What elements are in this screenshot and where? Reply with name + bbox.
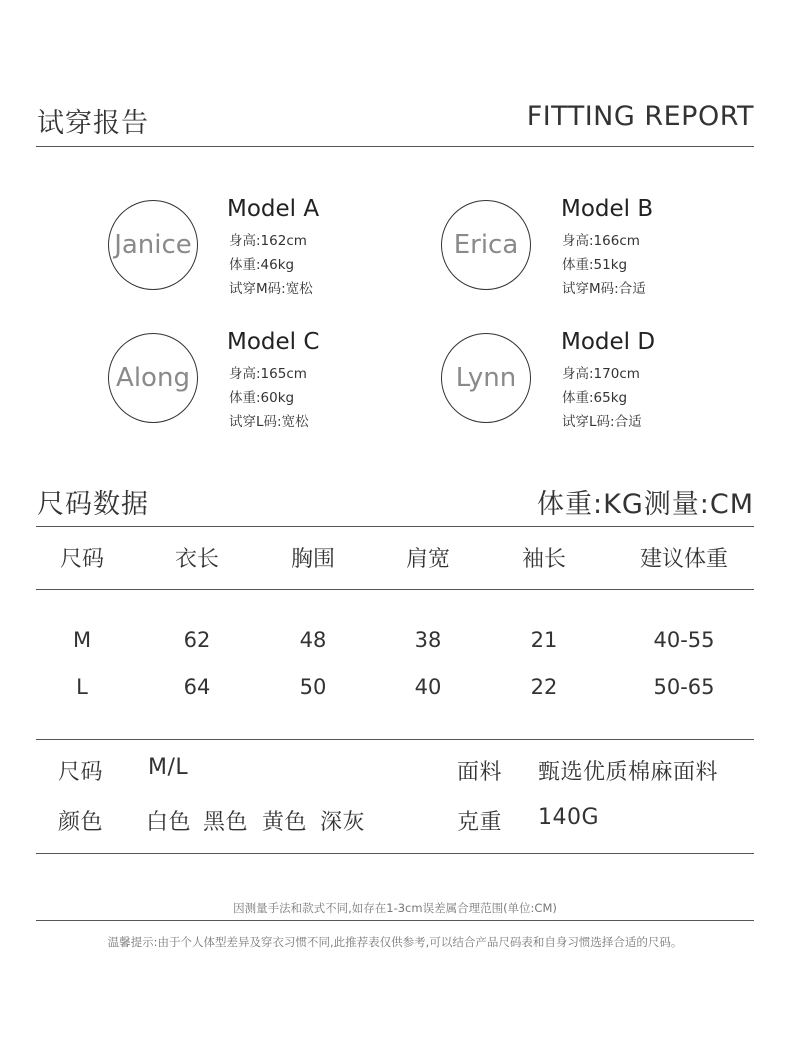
color-label: 颜色: [58, 810, 104, 835]
model-d-nickname: Lynn: [455, 363, 517, 393]
size-table-header-rule: [36, 589, 754, 590]
table-cell: 21: [530, 628, 558, 652]
table-header-cell: 肩宽: [405, 547, 450, 572]
table-cell: L: [76, 675, 88, 699]
table-header-cell: 衣长: [174, 547, 219, 572]
weight-label: 克重: [457, 810, 503, 835]
table-cell: 38: [414, 628, 442, 652]
color-value-black: 黑色: [203, 810, 249, 835]
model-c-avatar: [108, 333, 198, 423]
color-value-darkgray: 深灰: [320, 810, 366, 835]
table-cell: 40-55: [653, 628, 715, 652]
model-d-height: 身高:170cm: [562, 366, 640, 382]
model-d-avatar: [441, 333, 531, 423]
model-d-weight: 体重:65kg: [562, 390, 628, 406]
model-c-nickname: Along: [116, 363, 190, 393]
color-value-yellow: 黄色: [262, 810, 308, 835]
fabric-value: 甄选优质棉麻面料: [538, 760, 719, 785]
table-header-cell: 胸围: [290, 547, 335, 572]
table-cell: M: [72, 628, 92, 652]
model-b-name: Model B: [561, 196, 654, 222]
model-c-height: 身高:165cm: [229, 366, 307, 382]
model-b-nickname: Erica: [453, 230, 519, 260]
model-b-avatar: [441, 200, 531, 290]
table-cell: 48: [299, 628, 327, 652]
model-a-height: 身高:162cm: [229, 233, 307, 249]
size-section-units: 体重:KG测量:CM: [537, 489, 754, 520]
header-divider: [36, 146, 754, 147]
model-b-height: 身高:166cm: [562, 233, 640, 249]
color-value-white: 白色: [146, 810, 192, 835]
model-c-weight: 体重:60kg: [229, 390, 295, 406]
fabric-label: 面料: [457, 760, 503, 785]
table-header-cell: 袖长: [521, 547, 566, 572]
table-cell: 62: [183, 628, 211, 652]
table-header-cell: 建议体重: [639, 547, 728, 572]
model-a-fit: 试穿M码:宽松: [229, 281, 313, 297]
model-c-fit: 试穿L码:宽松: [229, 414, 309, 430]
model-b-fit: 试穿M码:合适: [562, 281, 646, 297]
model-a-weight: 体重:46kg: [229, 257, 295, 273]
model-c-name: Model C: [227, 329, 320, 355]
report-title-cn: 试穿报告: [37, 108, 149, 139]
size-table-top-rule: [36, 526, 754, 527]
size-value: M/L: [148, 755, 189, 780]
table-cell: 40: [414, 675, 442, 699]
size-table-bottom-rule: [36, 739, 754, 740]
table-cell: 50: [299, 675, 327, 699]
model-d-fit: 试穿L码:合适: [562, 414, 642, 430]
model-a-name: Model A: [227, 196, 320, 222]
table-cell: 22: [530, 675, 558, 699]
measure-note: 因测量手法和款式不同,如存在1-3cm误差属合理范围(单位:CM): [233, 901, 557, 915]
model-a-avatar: [108, 200, 198, 290]
size-label: 尺码: [58, 760, 104, 785]
table-header-cell: 尺码: [59, 547, 104, 572]
weight-value: 140G: [538, 805, 600, 830]
table-cell: 50-65: [653, 675, 715, 699]
info-bottom-rule: [36, 853, 754, 854]
tip-note: 温馨提示:由于个人体型差异及穿衣习惯不同,此推荐表仅供参考,可以结合产品尺码表和自身习惯选择合适的尺码。: [107, 935, 683, 949]
model-a-nickname: Janice: [114, 230, 192, 260]
table-cell: 64: [183, 675, 211, 699]
notes-divider: [36, 920, 754, 921]
model-d-name: Model D: [561, 329, 656, 355]
model-b-weight: 体重:51kg: [562, 257, 628, 273]
report-title-en: FITTING REPORT: [526, 101, 754, 132]
size-section-title: 尺码数据: [37, 489, 149, 520]
